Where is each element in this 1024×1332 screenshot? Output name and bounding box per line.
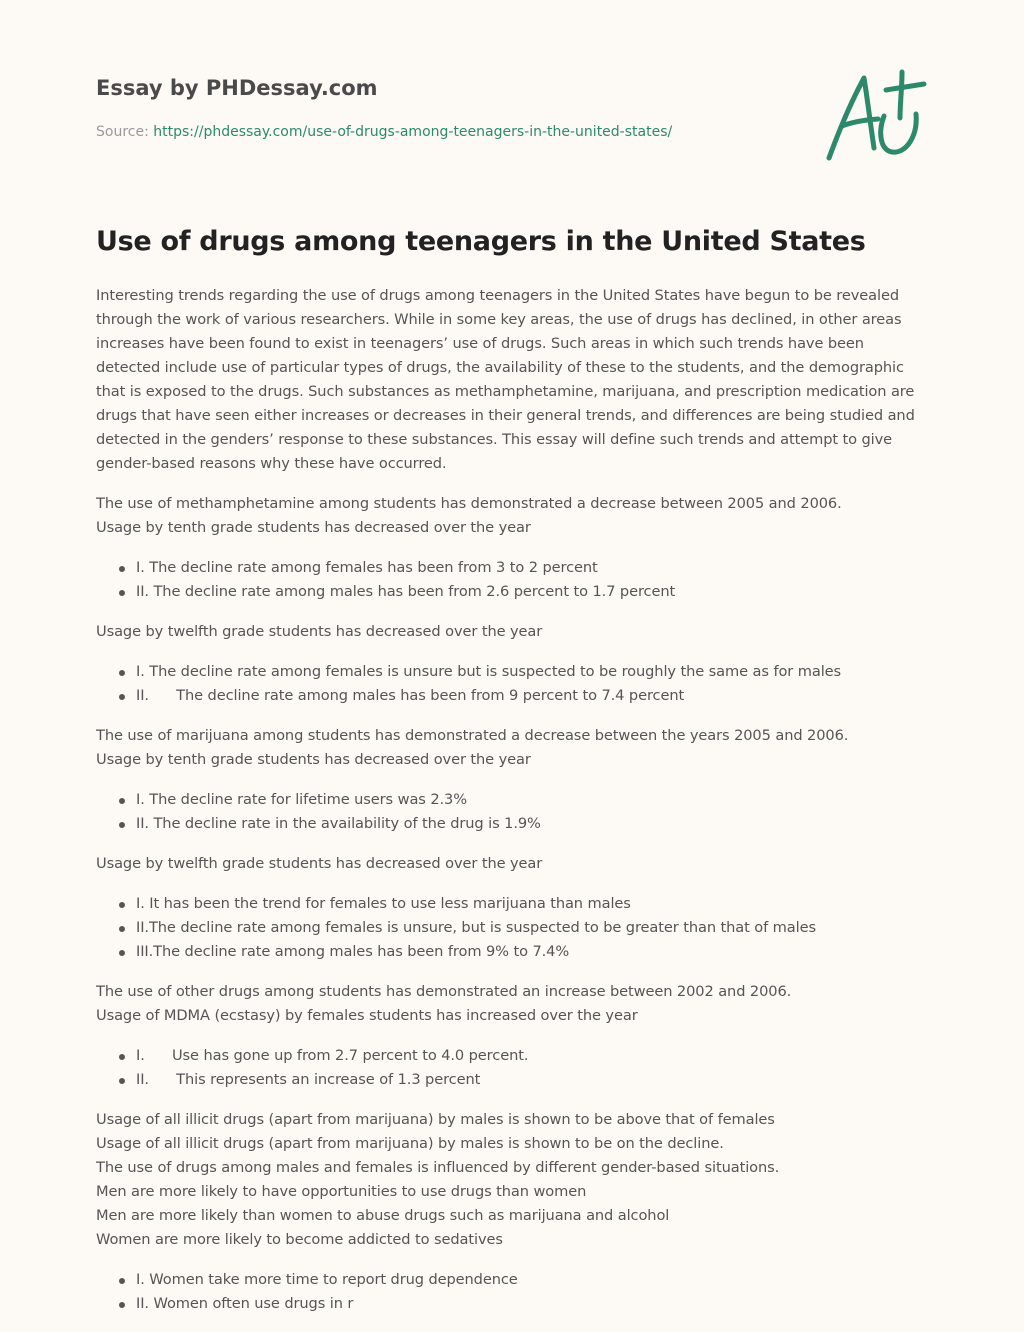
marijuana-section-intro — [96, 724, 932, 772]
other-drugs-section-intro — [96, 980, 932, 1028]
meth-section-intro — [96, 492, 932, 540]
marijuana-twelfth-list — [96, 892, 932, 964]
source-line — [96, 124, 672, 140]
list-item: III.The decline rate among males has been from 9% to 7.4% — [136, 940, 932, 964]
meth-line-1: The use of methamphetamine among students has demonstrated a decrease between 2005 and 2006. — [96, 495, 842, 512]
marijuana-line-1: The use of marijuana among students has demonstrated a decrease between the years 2005 and 2006. — [96, 727, 849, 744]
list-item: I. Women take more time to report drug dependence — [136, 1268, 932, 1292]
list-item: I. The decline rate among females has been from 3 to 2 percent — [136, 556, 932, 580]
list-item: II. The decline rate among males has been from 2.6 percent to 1.7 percent — [136, 580, 932, 604]
gender-line: Usage of all illicit drugs (apart from marijuana) by males is shown to be above that of females — [96, 1111, 775, 1128]
list-item: II. The decline rate among males has been from 9 percent to 7.4 percent — [136, 684, 932, 708]
meth-twelfth-list — [96, 660, 932, 708]
intro-paragraph: Interesting trends regarding the use of drugs among teenagers in the United States have begun to be revealed through the work of various researchers. While in some key areas, the use of drugs has declined, in other areas increases have been found to exist in teenagers’ use of drugs. Such areas in which such trends have been detected include use of particular types of drugs, the availability of these to the students, and the demographic that is exposed to the drugs. Such substances as methamphetamine, marijuana, and prescription medication are drugs that have seen either increases or decreases in their general trends, and differences are being studied and detected in the genders’ response to these substances. This essay will define such trends and attempt to give gender-based reasons why these have occurred. — [96, 287, 915, 472]
list-item: II. This represents an increase of 1.3 percent — [136, 1068, 932, 1092]
gender-line: The use of drugs among males and females is influenced by different gender-based situations. — [96, 1159, 780, 1176]
gender-line: Usage of all illicit drugs (apart from marijuana) by males is shown to be on the decline. — [96, 1135, 724, 1152]
other-drugs-list — [96, 1044, 932, 1092]
gender-section — [96, 1108, 932, 1252]
essay-title: Use of drugs among teenagers in the United States — [96, 226, 866, 257]
marijuana-twelfth-heading: Usage by twelfth grade students has decreased over the year — [96, 855, 543, 872]
list-item: II. Women often use drugs in r — [136, 1292, 932, 1316]
site-brand: Essay by PHDessay.com — [96, 76, 378, 100]
marijuana-line-2: Usage by tenth grade students has decreased over the year — [96, 751, 531, 768]
gender-list — [96, 1268, 932, 1316]
list-item: I. It has been the trend for females to use less marijuana than males — [136, 892, 932, 916]
gender-line: Women are more likely to become addicted to sedatives — [96, 1231, 503, 1248]
other-line-2: Usage of MDMA (ecstasy) by females students has increased over the year — [96, 1007, 638, 1024]
a-plus-logo-icon — [820, 66, 928, 166]
essay-body — [96, 284, 932, 1332]
list-item: II.The decline rate among females is unsure, but is suspected to be greater than that of males — [136, 916, 932, 940]
other-line-1: The use of other drugs among students has demonstrated an increase between 2002 and 2006. — [96, 983, 792, 1000]
list-item: I. The decline rate for lifetime users was 2.3% — [136, 788, 932, 812]
meth-line-2: Usage by tenth grade students has decreased over the year — [96, 519, 531, 536]
source-label: Source: — [96, 124, 149, 140]
meth-twelfth-heading: Usage by twelfth grade students has decreased over the year — [96, 623, 543, 640]
list-item: II. The decline rate in the availability of the drug is 1.9% — [136, 812, 932, 836]
marijuana-tenth-list — [96, 788, 932, 836]
gender-line: Men are more likely to have opportunities to use drugs than women — [96, 1183, 587, 1200]
list-item: I. Use has gone up from 2.7 percent to 4.0 percent. — [136, 1044, 932, 1068]
source-link[interactable]: https://phdessay.com/use-of-drugs-among-teenagers-in-the-united-states/ — [153, 124, 673, 140]
meth-tenth-list — [96, 556, 932, 604]
list-item: I. The decline rate among females is unsure but is suspected to be roughly the same as for males — [136, 660, 932, 684]
gender-line: Men are more likely than women to abuse drugs such as marijuana and alcohol — [96, 1207, 670, 1224]
